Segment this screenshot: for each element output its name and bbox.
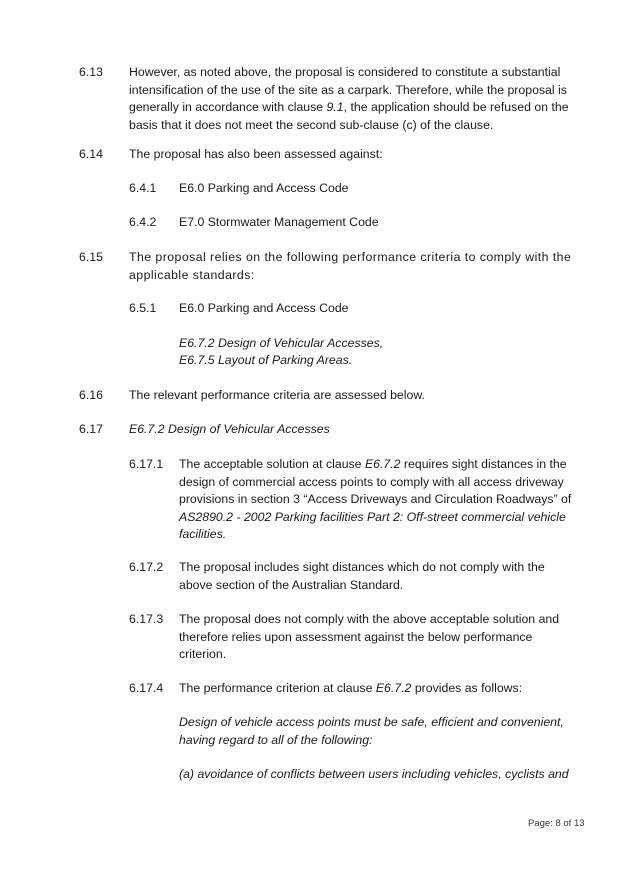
paragraph-number: 6.15 xyxy=(79,250,103,264)
paragraph-text: The performance criterion at clause xyxy=(179,681,376,695)
paragraph-6-13 xyxy=(129,64,581,134)
section-heading: E6.7.2 Design of Vehicular Accesses xyxy=(129,422,330,436)
page-number: Page: 8 of 13 xyxy=(528,818,585,829)
subparagraph-number: 6.17.3 xyxy=(129,612,164,626)
list-item: E6.0 Parking and Access Code xyxy=(179,181,349,195)
paragraph-text: requires sight distances in the design of commercial access points to comply with all access driveway provisions in section 3 “Access Driveways and Circulation Roadways” of xyxy=(179,457,572,506)
criteria-reference: E6.7.2 Design of Vehicular Accesses, xyxy=(179,336,384,350)
subparagraph-6-17-2: The proposal includes sight distances which do not comply with the above section of the Australian Standard. xyxy=(179,560,545,592)
paragraph-text: The acceptable solution at clause xyxy=(179,457,365,471)
paragraph-number: 6.17 xyxy=(79,422,103,436)
list-item: E7.0 Stormwater Management Code xyxy=(179,215,379,229)
quoted-criterion-item-a: (a) avoidance of conflicts between users including vehicles, cyclists and xyxy=(179,767,569,781)
subparagraph-6-17-4 xyxy=(179,680,579,698)
list-item: E6.0 Parking and Access Code xyxy=(179,301,349,315)
paragraph-text: provides as follows: xyxy=(411,681,523,695)
list-item-number: 6.4.2 xyxy=(129,215,157,229)
subparagraph-6-17-3: The proposal does not comply with the above acceptable solution and therefore relies upon assessment against the below performance criterion. xyxy=(179,612,560,661)
paragraph-text: However, as noted above, the proposal is considered to constitute a substantial intensification of the use of the site as a carpark. Therefore, while the proposal is generally in accordance with clause xyxy=(129,65,567,114)
quoted-criterion: Design of vehicle access points must be safe, efficient and convenient, having regard to all of the following: xyxy=(179,715,564,747)
criteria-reference: E6.7.5 Layout of Parking Areas. xyxy=(179,353,353,367)
paragraph-text: , the application should be refused on the basis that it does not meet the second sub-clause (c) of the clause. xyxy=(129,100,569,132)
clause-reference: 9.1 xyxy=(326,100,344,114)
paragraph-number: 6.13 xyxy=(79,65,103,79)
paragraph-number: 6.16 xyxy=(79,388,103,402)
paragraph-6-15: The proposal relies on the following performance criteria to comply with the applicable standards: xyxy=(129,250,572,282)
standard-reference: AS2890.2 - 2002 Parking facilities Part 2: Off-street commercial vehicle facilities. xyxy=(179,509,566,541)
subparagraph-number: 6.17.2 xyxy=(129,560,164,574)
clause-reference: E6.7.2 xyxy=(375,681,412,695)
clause-reference: E6.7.2 xyxy=(364,457,401,471)
subparagraph-number: 6.17.1 xyxy=(129,457,164,471)
list-item-number: 6.4.1 xyxy=(129,181,157,195)
paragraph-6-14: The proposal has also been assessed against: xyxy=(129,147,383,161)
paragraph-6-16: The relevant performance criteria are assessed below. xyxy=(129,388,425,402)
subparagraph-number: 6.17.4 xyxy=(129,681,164,695)
paragraph-number: 6.14 xyxy=(79,147,103,161)
list-item-number: 6.5.1 xyxy=(129,301,157,315)
subparagraph-6-17-1 xyxy=(179,456,579,544)
